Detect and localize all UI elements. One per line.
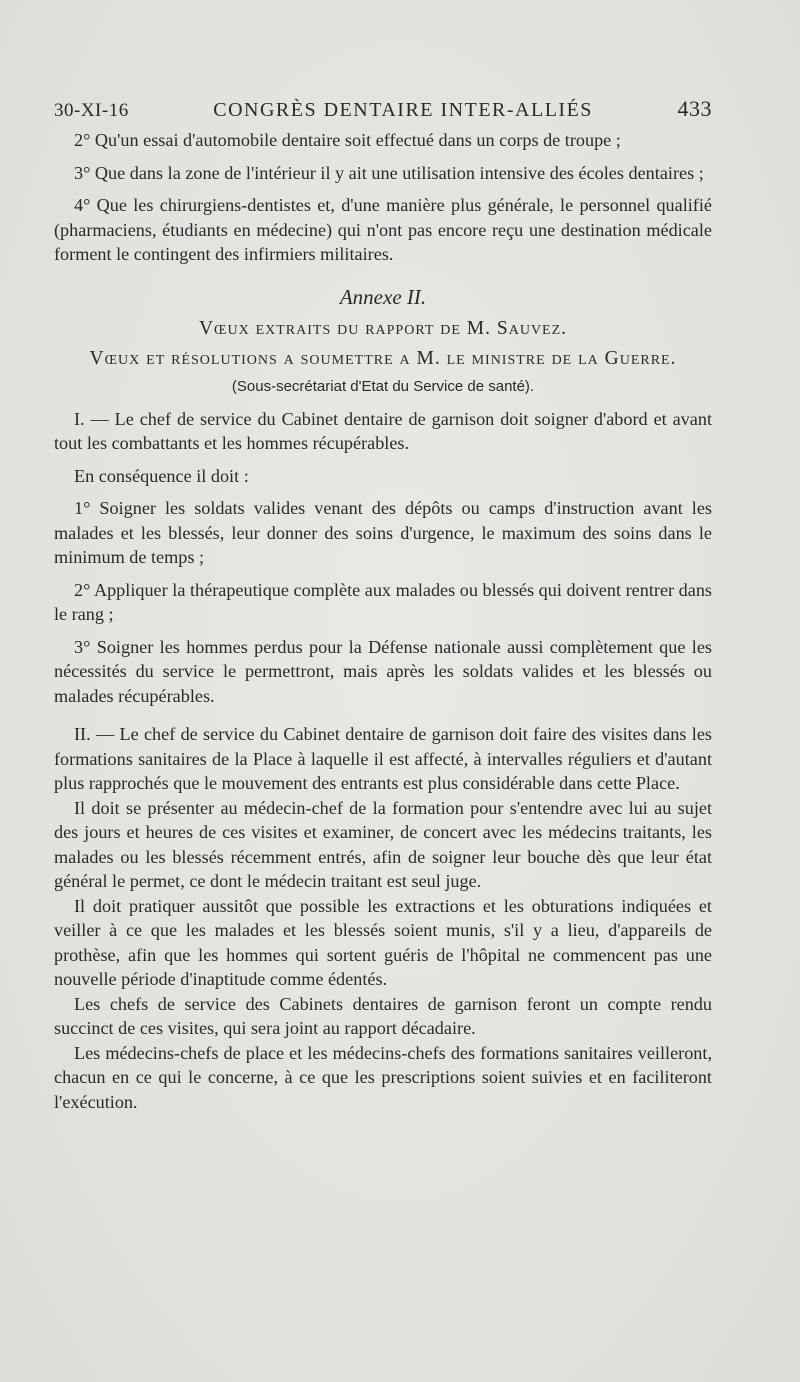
- section-2-paragraph-1: II. — Le chef de service du Cabinet dentaire de garnison doit faire des visites dans les formations sanitaires de la Place à laquelle il est affecté, à intervalles réguliers et d'autant plus rapprochés que le mouvement des entrants est plus considérable dans cette Place.: [54, 724, 712, 793]
- intro-item-3: 3° Que dans la zone de l'intérieur il y ait une utilisation intensive des écoles dentaires ;: [74, 162, 704, 183]
- section-heading-resolutions: Vœux et résolutions a soumettre a M. le ministre de la Guerre.: [89, 347, 677, 369]
- annexe-title: Annexe II.: [339, 284, 427, 309]
- section-1-item-1: 1° Soigner les soldats valides venant des dépôts ou camps d'instruction avant les malades et les blessés, leur donner des soins d'urgence, le maximum des soins dans le minimum de temps ;: [54, 498, 712, 567]
- section-1-consequence: En conséquence il doit :: [74, 465, 249, 486]
- section-1-item-3: 3° Soigner les hommes perdus pour la Défense nationale aussi complètement que les nécessités du service le permettront, mais après les soldats valides et les blessés ou malades récupérables.: [54, 636, 712, 706]
- running-title: CONGRÈS DENTAIRE INTER-ALLIÉS: [213, 99, 593, 121]
- intro-item-2: 2° Qu'un essai d'automobile dentaire soit effectué dans un corps de troupe ;: [74, 130, 621, 150]
- header-date: 30-XI-16: [54, 100, 129, 121]
- section-1-lead: I. — Le chef de service du Cabinet dentaire de garnison doit soigner d'abord et avant tout les combattants et les hommes récupérables.: [54, 408, 712, 453]
- section-2-paragraph-4: Les chefs de service des Cabinets dentaires de garnison feront un compte rendu succinct de ces visites, qui sera joint au rapport décadaire.: [54, 993, 712, 1038]
- page-number: 433: [677, 96, 712, 121]
- section-2-paragraph-2: Il doit se présenter au médecin-chef de la formation pour s'entendre avec lui au sujet des jours et heures de ces visites et examiner, de concert avec les médecins traitants, les malades ou les blessés récemment entrés, afin de soigner leur bouche dès que leur état général le permet, ce dont le médecin traitant est seul juge.: [54, 797, 712, 891]
- intro-item-4: 4° Que les chirurgiens-dentistes et, d'une manière plus générale, le personnel qualifié (pharmaciens, étudiants en médecine) qui n'ont pas encore reçu une destination médicale forment le contingent des infirmiers militaires.: [54, 195, 712, 264]
- subheading-sous-secretariat: (Sous-secrétariat d'Etat du Service de santé).: [231, 377, 535, 395]
- running-header: [54, 96, 712, 122]
- section-heading-voeux: Vœux extraits du rapport de M. Sauvez.: [198, 317, 568, 339]
- section-1-item-2: 2° Appliquer la thérapeutique complète aux malades ou blessés qui doivent rentrer dans le rang ;: [54, 579, 712, 624]
- section-2-paragraph-5: Les médecins-chefs de place et les médecins-chefs des formations sanitaires veilleront, chacun en ce qui le concerne, à ce que les prescriptions soient suivies et en faciliteront l'exécution.: [54, 1042, 712, 1112]
- section-2-paragraph-3: Il doit pratiquer aussitôt que possible les extractions et les obturations indiquées et veiller à ce que les malades et les blessés soient munis, s'il y a lieu, d'appareils de prothèse, afin que les hommes qui sortent guéris de l'hôpital ne commencent pas une nouvelle période d'inaptitude comme édentés.: [54, 895, 712, 989]
